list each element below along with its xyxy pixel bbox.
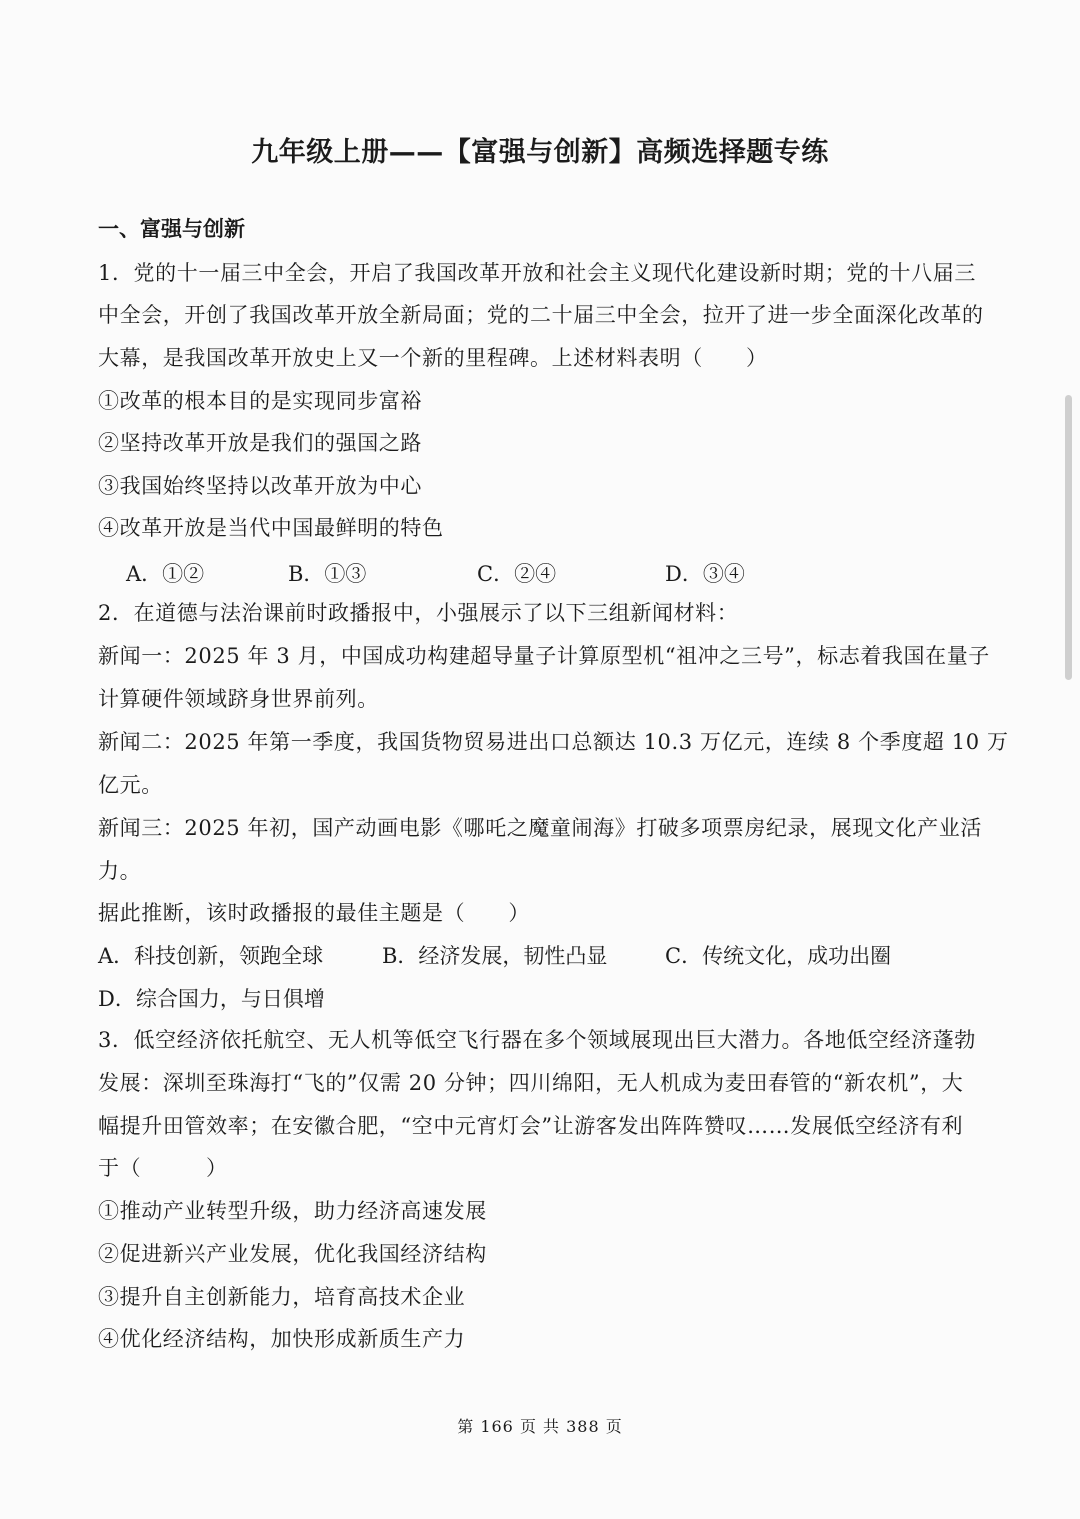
q2-option-a: A．科技创新，领跑全球 [98,944,324,968]
q2-news-line: 新闻一：2025 年 3 月，中国成功构建超导量子计算原型机“祖冲之三号”，标志着我国在量子 [98,644,990,668]
q3-item: ②促进新兴产业发展，优化我国经济结构 [98,1242,487,1266]
q2-question-line: 据此推断，该时政播报的最佳主题是（ ） [98,901,530,925]
q2-stem-line: 2．在道德与法治课前时政播报中，小强展示了以下三组新闻材料： [98,601,739,625]
q1-item: ①改革的根本目的是实现同步富裕 [98,389,422,413]
q1-option-c: C．②④ [477,562,557,586]
q1-stem-line: 大幕，是我国改革开放史上又一个新的里程碑。上述材料表明（ ） [98,346,768,370]
q3-item: ④优化经济结构，加快形成新质生产力 [98,1327,466,1351]
vertical-scrollbar[interactable] [1065,395,1072,680]
q1-stem-line: 中全会，开创了我国改革开放全新局面；党的二十届三中全会，拉开了进一步全面深化改革的 [98,303,984,327]
q3-item: ③提升自主创新能力，培育高技术企业 [98,1285,466,1309]
q2-news-line: 计算硬件领域跻身世界前列。 [98,687,379,711]
q1-option-d: D．③④ [665,562,745,586]
q2-option-c: C．传统文化，成功出圈 [665,944,892,968]
q2-news-line: 新闻二：2025 年第一季度，我国货物贸易进出口总额达 10.3 万亿元，连续 8 个季度超 10 万 [98,730,1009,754]
q1-item: ②坚持改革开放是我们的强国之路 [98,431,422,455]
q1-item: ③我国始终坚持以改革开放为中心 [98,474,422,498]
q1-option-a: A．①② [126,562,205,586]
q2-news-line: 亿元。 [98,773,163,797]
q2-option-b: B．经济发展，韧性凸显 [382,944,608,968]
q2-news-line: 新闻三：2025 年初，国产动画电影《哪吒之魔童闹海》打破多项票房纪录，展现文化产业活 [98,816,982,840]
section-heading: 一、富强与创新 [98,217,245,241]
q3-stem-line: 幅提升田管效率；在安徽合肥，“空中元宵灯会”让游客发出阵阵赞叹……发展低空经济有利 [98,1114,964,1138]
q3-item: ①推动产业转型升级，助力经济高速发展 [98,1199,487,1223]
q2-option-d: D．综合国力，与日俱增 [98,987,325,1011]
q3-stem-line: 于（ ） [98,1156,228,1180]
q3-stem-line: 发展：深圳至珠海打“飞的”仅需 20 分钟；四川绵阳，无人机成为麦田春管的“新农机”，大 [98,1071,964,1095]
page-title: 九年级上册——【富强与创新】高频选择题专练 [251,137,829,168]
page-number-footer: 第 166 页 共 388 页 [457,1417,623,1436]
q2-news-line: 力。 [98,859,142,883]
q1-item: ④改革开放是当代中国最鲜明的特色 [98,516,444,540]
q1-stem-line: 1．党的十一届三中全会，开启了我国改革开放和社会主义现代化建设新时期；党的十八届三 [98,261,976,285]
q1-option-b: B．①③ [288,562,367,586]
q3-stem-line: 3．低空经济依托航空、无人机等低空飞行器在多个领域展现出巨大潜力。各地低空经济蓬勃 [98,1028,976,1052]
